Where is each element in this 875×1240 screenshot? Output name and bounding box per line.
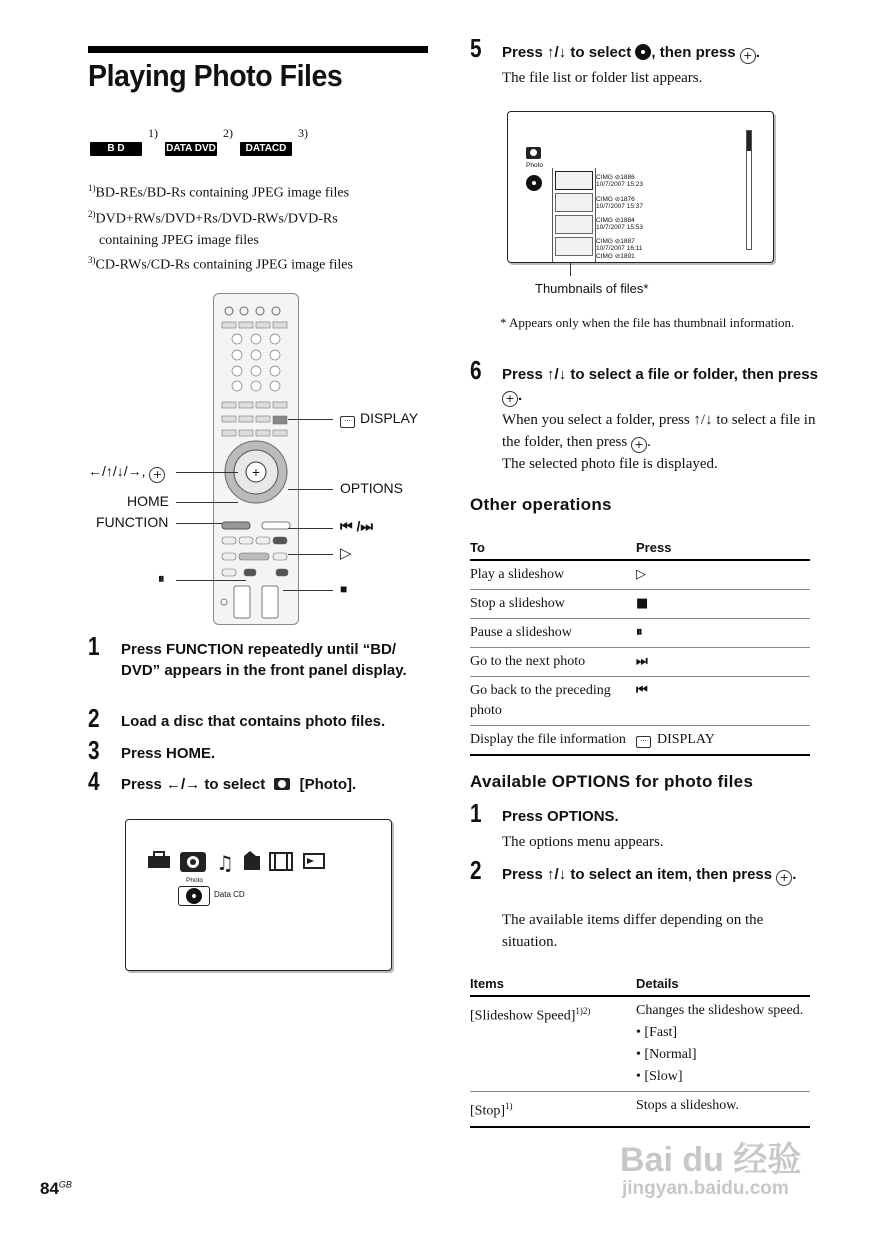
enter-icon: + <box>502 391 518 407</box>
step2-number: 2 <box>88 703 100 733</box>
step5-body: The file list or folder list appears. <box>502 70 703 86</box>
video-icon <box>244 851 260 870</box>
prevnext-label: ⏮ /⏭ <box>340 518 373 534</box>
thumb-leader <box>570 262 571 276</box>
function-label: FUNCTION <box>96 514 169 530</box>
thumbnail-note: * Appears only when the file has thumbnail information. <box>500 315 795 330</box>
table-row: Display the file information ··· DISPLAY <box>470 726 810 756</box>
thumbnail-strip <box>552 168 596 262</box>
step5-number: 5 <box>470 33 482 63</box>
options-heading: Available OPTIONS for photo files <box>470 772 754 791</box>
file-entry-4[interactable]: CIMG ⊘1887 10/7/2007 16:11 <box>596 238 643 252</box>
file-entry-1[interactable]: CIMG ⊘1886 10/7/2007 15:23 <box>596 174 643 188</box>
opt-step1-text: Press OPTIONS. <box>502 808 619 825</box>
display-icon: ··· <box>636 736 651 748</box>
data-cd-tile[interactable] <box>178 886 210 906</box>
stop-label: ■ <box>340 582 348 596</box>
opt-step2-number: 2 <box>470 855 482 885</box>
home-menu-screen <box>125 819 392 971</box>
badge-datacd: DATACD <box>240 142 292 156</box>
options-label: OPTIONS <box>340 480 404 496</box>
step6-body: When you select a folder, press ↑/↓ to select a file in the folder, then press + . The selected photo file is displayed. <box>502 412 816 472</box>
arrows-label: ←/↑/↓/→, + <box>88 463 165 483</box>
other-operations-heading: Other operations <box>470 495 612 514</box>
camera-icon <box>274 778 290 790</box>
home-leader <box>176 502 238 503</box>
table-row: Stop a slideshow ■ <box>470 590 810 619</box>
pause-label: ⏸ <box>158 571 165 586</box>
badge-data-dvd: DATA DVD <box>166 143 216 154</box>
opt-step2-body: The available items differ depending on the situation. <box>502 912 764 950</box>
options-leader <box>288 489 333 490</box>
page-number: $84^{GB}$ <box>40 1179 72 1198</box>
page-title: Playing Photo Files <box>88 58 343 93</box>
music-icon <box>216 851 234 874</box>
thumbnails-label: Thumbnails of files* <box>535 281 649 296</box>
badge-data-dvd-sup: 2) <box>223 126 233 140</box>
step6-number: 6 <box>470 355 482 385</box>
play-label: ▷ <box>340 545 352 562</box>
file-list-caption: Photo <box>526 162 543 169</box>
step6-text: Press ↑/↓ to select a file or folder, then press + . <box>502 366 818 405</box>
table-row: Play a slideshow ▷ <box>470 560 810 590</box>
thumbnail-3[interactable] <box>555 215 593 234</box>
play-leader <box>288 554 333 555</box>
step1-number: 1 <box>88 631 100 661</box>
step4-text: Press ←/→ to select [Photo]. <box>121 776 357 793</box>
display-icon: ··· <box>340 416 355 428</box>
col-press: Press <box>636 537 810 560</box>
svg-text:♫: ♫ <box>216 851 234 874</box>
home-photo-caption: Photo <box>186 877 203 884</box>
thumbnail-4[interactable] <box>555 237 593 256</box>
file-entry-3[interactable]: CIMG ⊘1884 10/7/2007 15:53 <box>596 217 643 231</box>
disc-icon <box>635 44 651 60</box>
film-icon <box>270 853 292 870</box>
other-operations-table <box>470 537 810 756</box>
toolbox-icon <box>148 852 170 868</box>
data-cd-label: Data CD <box>214 890 245 899</box>
step3-text: Press HOME. <box>121 745 216 762</box>
footnote-1: $^{1)}$BD-REs/BD-Rs containing JPEG image files <box>88 183 350 201</box>
watermark-logo: Bai du 经验 <box>620 1141 802 1179</box>
footnote-2: $^{2)}$DVD+RWs/DVD+Rs/DVD-RWs/DVD-Rs containing JPEG image files <box>88 209 338 248</box>
display-leader <box>288 419 333 420</box>
file-list-screen <box>507 111 774 263</box>
photo-icon <box>180 852 206 872</box>
table-row: Go back to the preceding photo ⏮ <box>470 677 810 726</box>
badge-datacd-sup: 3) <box>298 126 308 140</box>
opt-step1-body: The options menu appears. <box>502 834 664 850</box>
stop-leader <box>283 590 333 591</box>
col-details: Details <box>636 973 810 996</box>
prevnext-leader <box>288 528 333 529</box>
table-row: Pause a slideshow ⏸ <box>470 619 810 648</box>
badge-bd: B D <box>90 142 142 156</box>
file-entry-2[interactable]: CIMG ⊘1876 10/7/2007 15:37 <box>596 196 643 210</box>
badge-bd-sup: 1) <box>148 126 158 140</box>
remote-control-illustration <box>213 293 299 625</box>
step4-number: 4 <box>88 766 100 796</box>
thumbnail-2[interactable] <box>555 193 593 212</box>
disc-icon <box>526 175 542 191</box>
function-leader <box>176 523 222 524</box>
step1-text: Press FUNCTION repeatedly until “BD/ DVD” appears in the front panel display. <box>121 641 407 679</box>
step2-text: Load a disc that contains photo files. <box>121 713 386 730</box>
photo-icon <box>526 147 541 159</box>
thumbnail-1[interactable] <box>555 171 593 190</box>
enter-icon: + <box>740 48 756 64</box>
file-entry-5[interactable]: CIMG ⊘1891 <box>596 253 635 260</box>
title-rule <box>88 46 428 53</box>
input-icon <box>304 854 324 868</box>
opt-step2-text: Press ↑/↓ to select an item, then press + . <box>502 866 797 884</box>
arrows-leader <box>176 472 238 473</box>
pause-leader <box>176 580 246 581</box>
col-items: Items <box>470 973 636 996</box>
step5-text: Press ↑/↓ to select , then press + . <box>502 44 760 62</box>
enter-icon: + <box>776 870 792 886</box>
disc-icon <box>186 888 202 904</box>
footnote-3: $^{3)}$CD-RWs/CD-Rs containing JPEG image files <box>88 255 353 273</box>
col-to: To <box>470 537 636 560</box>
scrollbar[interactable] <box>746 130 752 250</box>
home-category-icons <box>146 848 346 874</box>
remote-body-graphic <box>214 294 298 624</box>
options-table <box>470 973 810 1128</box>
table-row: [Stop]$^{1)}$ Stops a slideshow. <box>470 1092 810 1127</box>
table-row: Go to the next photo ⏭ <box>470 648 810 677</box>
svg-text:+: + <box>251 466 261 479</box>
opt-step1-number: 1 <box>470 798 482 828</box>
enter-icon: + <box>631 437 647 453</box>
enter-icon: + <box>149 467 165 483</box>
step3-number: 3 <box>88 735 100 765</box>
home-label: HOME <box>127 493 169 509</box>
table-row: [Slideshow Speed]$^{1)2)}$ Changes the slideshow speed. • [Fast] • [Normal] • [Slow] <box>470 996 810 1092</box>
display-label: ··· DISPLAY <box>340 410 418 428</box>
watermark-url: jingyan.baidu.com <box>622 1178 789 1199</box>
